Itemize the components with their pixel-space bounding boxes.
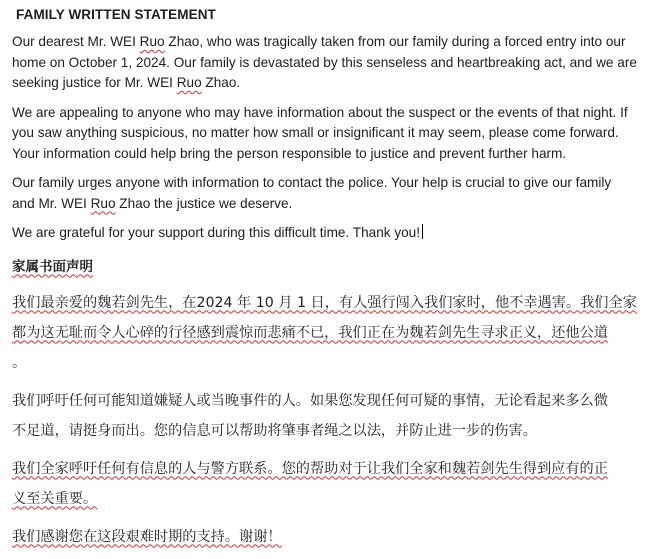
text-run: Zhao. bbox=[201, 75, 241, 90]
chinese-paragraph-2 bbox=[12, 386, 650, 446]
text-run: 我们呼吁任何可能知道嫌疑人或当晚事件的人。如果您发现任何可疑的事情，无论看起来多么微 bbox=[12, 392, 608, 409]
text-run: We are appealing to anyone who may have information about the suspect or the events of that night. If bbox=[12, 104, 628, 120]
text-run: home on October 1, 2024. Our family is devastated by this senseless and heartbreaking act, and we are bbox=[12, 54, 637, 70]
chinese-paragraph-3 bbox=[12, 454, 650, 514]
text-cursor bbox=[422, 224, 423, 239]
text-run: 我们感谢您在这段艰难时期的支持。谢谢！ bbox=[12, 528, 282, 545]
text-run: 我们全家呼吁任何有信息的人与警方联系。您的帮助对于让我们全家和魏若剑先生得到应有的正 bbox=[12, 460, 608, 477]
text-run: you saw anything suspicious, no matter how small or insignificant it may seem, please come forward. bbox=[12, 125, 619, 140]
spelling-flag-ruo: Ruo bbox=[90, 195, 116, 211]
text-run: Your information could help bring the person responsible to justice and prevent further harm. bbox=[12, 145, 567, 161]
text-run: We are grateful for your support during this difficult time. Thank you! bbox=[12, 225, 421, 240]
text-run: 义至关重要。 bbox=[12, 490, 98, 507]
spelling-flag-ruo: Ruo bbox=[139, 34, 165, 49]
text-run: 我们最亲爱的魏若剑先生，在2024 年 10 月 1 日，有人强行闯入我们家时，他不幸遇害。我们全家 bbox=[12, 294, 637, 311]
english-paragraph-4 bbox=[12, 223, 650, 244]
english-paragraph-2 bbox=[12, 103, 650, 165]
text-run: Our dearest Mr. WEI bbox=[12, 34, 140, 49]
english-paragraph-1 bbox=[12, 32, 650, 94]
chinese-title: 家属书面声明 bbox=[12, 258, 93, 275]
chinese-paragraph-1 bbox=[12, 288, 650, 378]
text-run: 都为这无耻而令人心碎的行径感到震惊而悲痛不已，我们正在为魏若剑先生寻求正义，还他公道 bbox=[12, 324, 608, 341]
text-run: Zhao the justice we deserve. bbox=[115, 195, 293, 211]
text-run: 。 bbox=[12, 354, 27, 371]
text-run: Our family urges anyone with information to contact the police. Your help is crucial to give our family bbox=[12, 175, 612, 190]
english-paragraph-3 bbox=[12, 173, 650, 214]
text-run: and Mr. WEI bbox=[12, 195, 91, 211]
text-run: Zhao, who was tragically taken from our family during a forced entry into our bbox=[164, 34, 626, 49]
text-run: 不足道，请挺身而出。您的信息可以帮助将肇事者绳之以法，并防止进一步的伤害。 bbox=[12, 422, 537, 439]
chinese-paragraph-4 bbox=[12, 522, 650, 552]
english-title: FAMILY WRITTEN STATEMENT bbox=[16, 7, 216, 22]
text-run: seeking justice for Mr. WEI bbox=[12, 75, 177, 90]
spelling-flag-ruo: Ruo bbox=[176, 75, 202, 90]
